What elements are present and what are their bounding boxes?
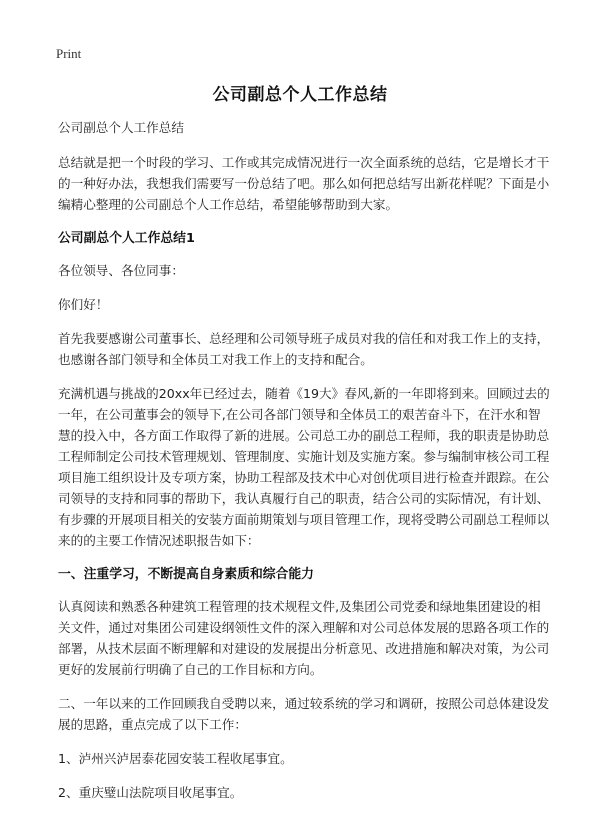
- section-heading: 公司副总个人工作总结1: [58, 231, 195, 246]
- list-item: 1、泸州兴泸居泰花园安装工程收尾事宜。: [58, 751, 293, 766]
- work-paragraph: 二、一年以来的工作回顾我自受聘以来，通过较系统的学习和调研，按照公司总体建设发展的思路，重点完成了以下工作：: [58, 696, 550, 732]
- review-paragraph: 充满机遇与挑战的20xx年已经过去，随着《19大》春风,新的一年即将到来。回顾过去的一年，在公司董事会的领导下,在公司各部门领导和全体员工的艰苦奋斗下，在汗水和智慧的投入中，各方面工作取得了新的进展。公司总工办的副总工程师，我的职责是协助总工程师制定公司技术管理规划、管理制度、实施计划及实施方案。参与编制审核公司工程项目施工组织设计及专项方案，协助工程部及技术中心对创优项目进行检查并跟踪。在公司领导的支持和同事的帮助下，我认真履行自己的职责，结合公司的实际情况，有计划、有步骤的开展项目相关的安装方面前期策划与项目管理工作，现将受聘公司副总工程师以来的的主要工作情况述职报告如下：: [58, 386, 550, 548]
- document-content: [58, 117, 550, 816]
- hello: 你们好！: [58, 297, 109, 312]
- print-link[interactable]: Print: [56, 46, 82, 61]
- subtitle: 公司副总个人工作总结: [58, 120, 184, 135]
- thanks-paragraph: 首先我要感谢公司董事长、总经理和公司领导班子成员对我的信任和对我工作上的支持，也感谢各部门领导和全体员工对我工作上的支持和配合。: [58, 331, 550, 367]
- subheading-study: 一、注重学习，不断提高自身素质和综合能力: [58, 567, 314, 582]
- intro-paragraph: 总结就是把一个时段的学习、工作或其完成情况进行一次全面系统的总结，它是增长才干的一种好办法，我想我们需要写一份总结了吧。那么如何把总结写出新花样呢？下面是小编精心整理的公司副总个人工作总结，希望能够帮助到大家。: [58, 155, 550, 212]
- study-paragraph: 认真阅读和熟悉各种建筑工程管理的技术规程文件,及集团公司党委和绿地集团建设的相关文件，通过对集团公司建设纲领性文件的深入理解和对公司总体发展的思路各项工作的部署，从技术层面不断理解和对建设的发展提出分析意见、改进措施和解决对策，为公司更好的发展前行明确了自己的工作目标和方向。: [58, 599, 550, 677]
- list-item: 2、重庆璧山法院项目收尾事宜。: [58, 785, 243, 800]
- page-title: 公司副总个人工作总结: [212, 85, 388, 105]
- greeting: 各位领导、各位同事：: [58, 263, 184, 278]
